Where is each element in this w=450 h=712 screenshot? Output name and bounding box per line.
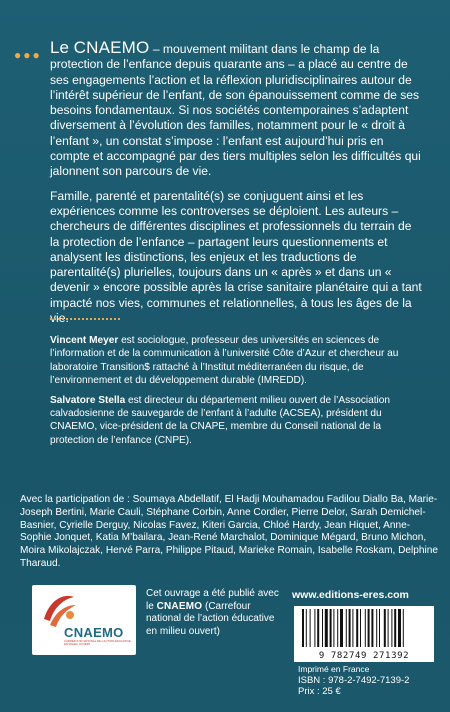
barcode-bar <box>394 609 396 647</box>
barcode-bar <box>360 609 361 647</box>
barcode-bar <box>349 609 351 647</box>
bio-stella <box>50 394 422 448</box>
barcode-bar <box>388 609 389 647</box>
bio-stella-text-3: , vice-président de la <box>94 421 191 433</box>
intro-lead: Le <box>50 38 74 57</box>
contributors-list: Avec la participation de : Soumaya Abdellatif, El Hadji Mouhamadou Fadilou Diallo Ba, Marie-Joseph Bertini, Marie Cauli, Stéphane Corbin, Anne Cordier, Pierre Delor, Sarah Demichel-Basnier, Cyrielle Derguy, Nicolas Favez, Kiteri Garcia, Chloé Hardy, Jean Hiquet, Anne-Sophie Jonquet, Katia M’bailara, Jean-René Marchalot, Dominique Mégard, Bruno Michon, Moira Mikolajczak, Hervé Parra, Philippe Pitaud, Marieke Romain, Isabelle Roskam, Delphine Tharaud. <box>20 494 438 569</box>
barcode-bar <box>317 609 319 647</box>
barcode-bar <box>365 609 366 647</box>
barcode-bar <box>330 609 332 647</box>
bio-stella-acronym-4: CNPE <box>157 434 186 446</box>
price: Prix : 25 € <box>298 686 341 697</box>
barcode-bar <box>340 609 343 647</box>
barcode-bar <box>306 609 307 647</box>
barcode-bar <box>352 609 353 647</box>
barcode-bar <box>325 609 328 647</box>
bio-stella-text-1: est directeur du département milieu ouvert de l’Association calvadosienne de sauvegarde de l’enfant à l’adulte ( <box>50 394 391 420</box>
barcode-bar <box>314 609 315 647</box>
intro-paragraph-1-text: – mouvement militant dans le champ de la protection de l’enfance depuis quarante ans – a placé au centre de ses engagements l’action et la réflexion pluridisciplinaires autour de l’intérêt supérieur de l’enfant, de son épanouissement comme de ses besoins fondamentaux. Si nos sociétés contemporaines s’adaptent diversement à l’évolution des familles, notamment pour le « droit à l’enfant », un constat s’impose : l’enfant est aujourd’hui pris en compte et accompagné par des tiers multiples selon les difficultés qui jalonnent son parcours de vie. <box>50 42 421 179</box>
publisher-note <box>146 588 286 638</box>
barcode-bar <box>356 609 358 647</box>
barcode-bar <box>302 609 304 647</box>
publisher-website[interactable]: www.editions-eres.com <box>292 589 409 601</box>
bio-meyer-text-2: ). <box>300 375 307 387</box>
barcode-bar <box>333 609 334 647</box>
publisher-note-pre: Cet ouvrage a été publié avec le <box>146 588 279 612</box>
barcode-bar <box>391 609 392 647</box>
barcode-bar <box>337 609 338 647</box>
barcode-bar <box>368 609 370 647</box>
bio-stella-acronym-1: ACSEA <box>282 408 318 420</box>
barcode-bar <box>322 609 323 647</box>
imprint: Imprimé en France <box>298 664 370 674</box>
intro-paragraph-2: Famille, parenté et parentalité(s) se conjuguent ainsi et les expériences comme les controverses se déploient. Les auteurs – chercheurs de différentes disciplines et professionnels du terrain de la protection de l’enfance – partagent leurs questionnements et analysent les distinctions, les enjeux et les traductions de parentalité(s) plurielles, toujours dans un « après » et dans un « devenir » encore possible après la crise sanitaire planétaire qui a tant impacté nos vies, communes et relationnelles, à tous les âges de la vie. <box>50 188 422 326</box>
barcode-bars <box>300 609 428 647</box>
bio-stella-text-4: , membre du Conseil national de la protection de l’enfance ( <box>50 421 382 446</box>
barcode-bar <box>310 609 311 647</box>
publisher-note-post: (Carrefour national de l’action éducative en milieu ouvert) <box>146 600 275 637</box>
intro-paragraph-1 <box>50 40 422 180</box>
author-name-stella: Salvatore Stella <box>50 394 126 406</box>
barcode-bar <box>398 609 401 647</box>
barcode-bar <box>371 609 373 647</box>
bio-meyer-text-1: est sociologue, professeur des universités en sciences de l’information et de la communication à l’université Côte d’Azur et chercheur au laboratoire Transition$ rattaché à l’Institut méditerranéen du risque, de l’environnement et du développement durable ( <box>50 335 399 387</box>
publisher-note-brand: CNAEMO <box>156 600 203 612</box>
intro-text <box>50 40 422 335</box>
author-name-meyer: Vincent Meyer <box>50 335 119 346</box>
bio-stella-text-5: ). <box>185 434 192 446</box>
author-bios <box>50 334 422 453</box>
dotted-divider <box>50 318 120 322</box>
bio-meyer <box>50 334 422 388</box>
barcode-bar <box>379 609 380 647</box>
bio-stella-text-2: ), président du <box>317 408 382 420</box>
cnaemo-logo <box>32 585 136 655</box>
publication-info <box>298 664 409 697</box>
logo-wordmark: CNAEMO <box>64 625 124 640</box>
barcode-digits: 9 782749 271392 <box>318 651 410 661</box>
isbn: ISBN : 978-2-7492-7139-2 <box>298 675 410 686</box>
barcode-bar <box>403 609 404 647</box>
decorative-dots: ●●● <box>14 48 42 62</box>
barcode-bar <box>346 609 347 647</box>
barcode-bar <box>384 609 386 647</box>
bio-stella-acronym-3: CNAPE <box>190 421 226 433</box>
logo-subtitle: CARREFOUR NATIONAL DE L’ACTION ÉDUCATIVE EN MILIEU OUVERT <box>64 639 131 647</box>
intro-brand: CNAEMO <box>73 38 150 57</box>
isbn-barcode <box>294 606 434 662</box>
bio-meyer-acronym: IMREDD <box>260 375 301 387</box>
barcode-bar <box>376 609 377 647</box>
bio-stella-acronym-2: CNAEMO <box>50 421 95 433</box>
